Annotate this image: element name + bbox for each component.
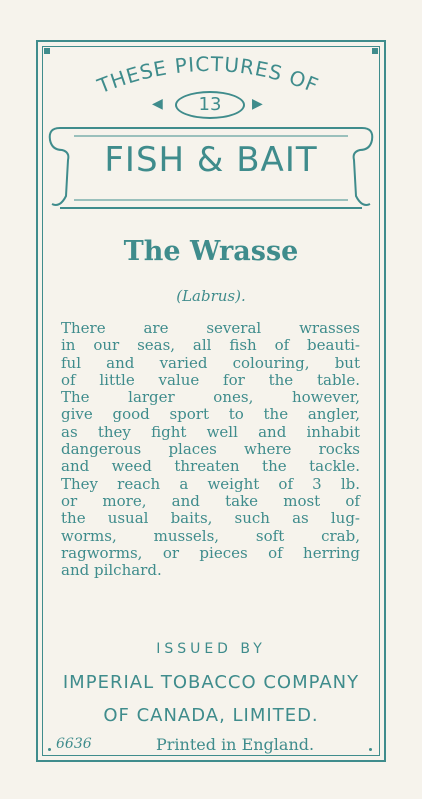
description-line: ful and varied colouring, but	[61, 353, 360, 372]
footer-dot	[48, 748, 51, 751]
description-line: and weed threaten the tackle.	[61, 457, 360, 476]
description	[61, 320, 360, 579]
issued-by: ISSUED BY	[156, 641, 266, 657]
left-arrow-icon: ◀	[152, 96, 163, 112]
description-line: in our seas, all fish of beauti-	[61, 336, 360, 355]
print-code: 6636	[56, 736, 92, 752]
description-line: of little value for the table.	[61, 370, 360, 389]
card-number: 13	[175, 91, 245, 119]
latin-name: (Labrus).	[176, 287, 246, 305]
right-arrow-icon: ▶	[252, 96, 263, 112]
description-line: ragworms, or pieces of herring	[61, 543, 360, 562]
fish-name: The Wrasse	[123, 236, 299, 267]
description-line: The larger ones, however,	[61, 388, 360, 407]
description-line: worms, mussels, soft crab,	[61, 526, 360, 545]
printed-in: Printed in England.	[156, 735, 315, 754]
description-line: There are several wrasses	[61, 319, 360, 337]
description-line: They reach a weight of 3 lb.	[61, 474, 360, 493]
description-line: give good sport to the angler,	[61, 405, 360, 424]
description-line: as they fight well and inhabit	[61, 422, 360, 441]
description-line: dangerous places where rocks	[61, 440, 360, 459]
series-title: FISH & BAIT	[104, 140, 318, 180]
description-line: the usual baits, such as lug-	[61, 509, 360, 528]
footer-dot	[369, 748, 372, 751]
company-location: OF CANADA, LIMITED.	[103, 705, 319, 726]
description-line: and pilchard.	[61, 561, 162, 580]
description-line: or more, and take most of	[61, 491, 360, 510]
arc-heading: THESE PICTURES OF	[94, 51, 323, 99]
company-name: IMPERIAL TOBACCO COMPANY	[62, 672, 360, 693]
